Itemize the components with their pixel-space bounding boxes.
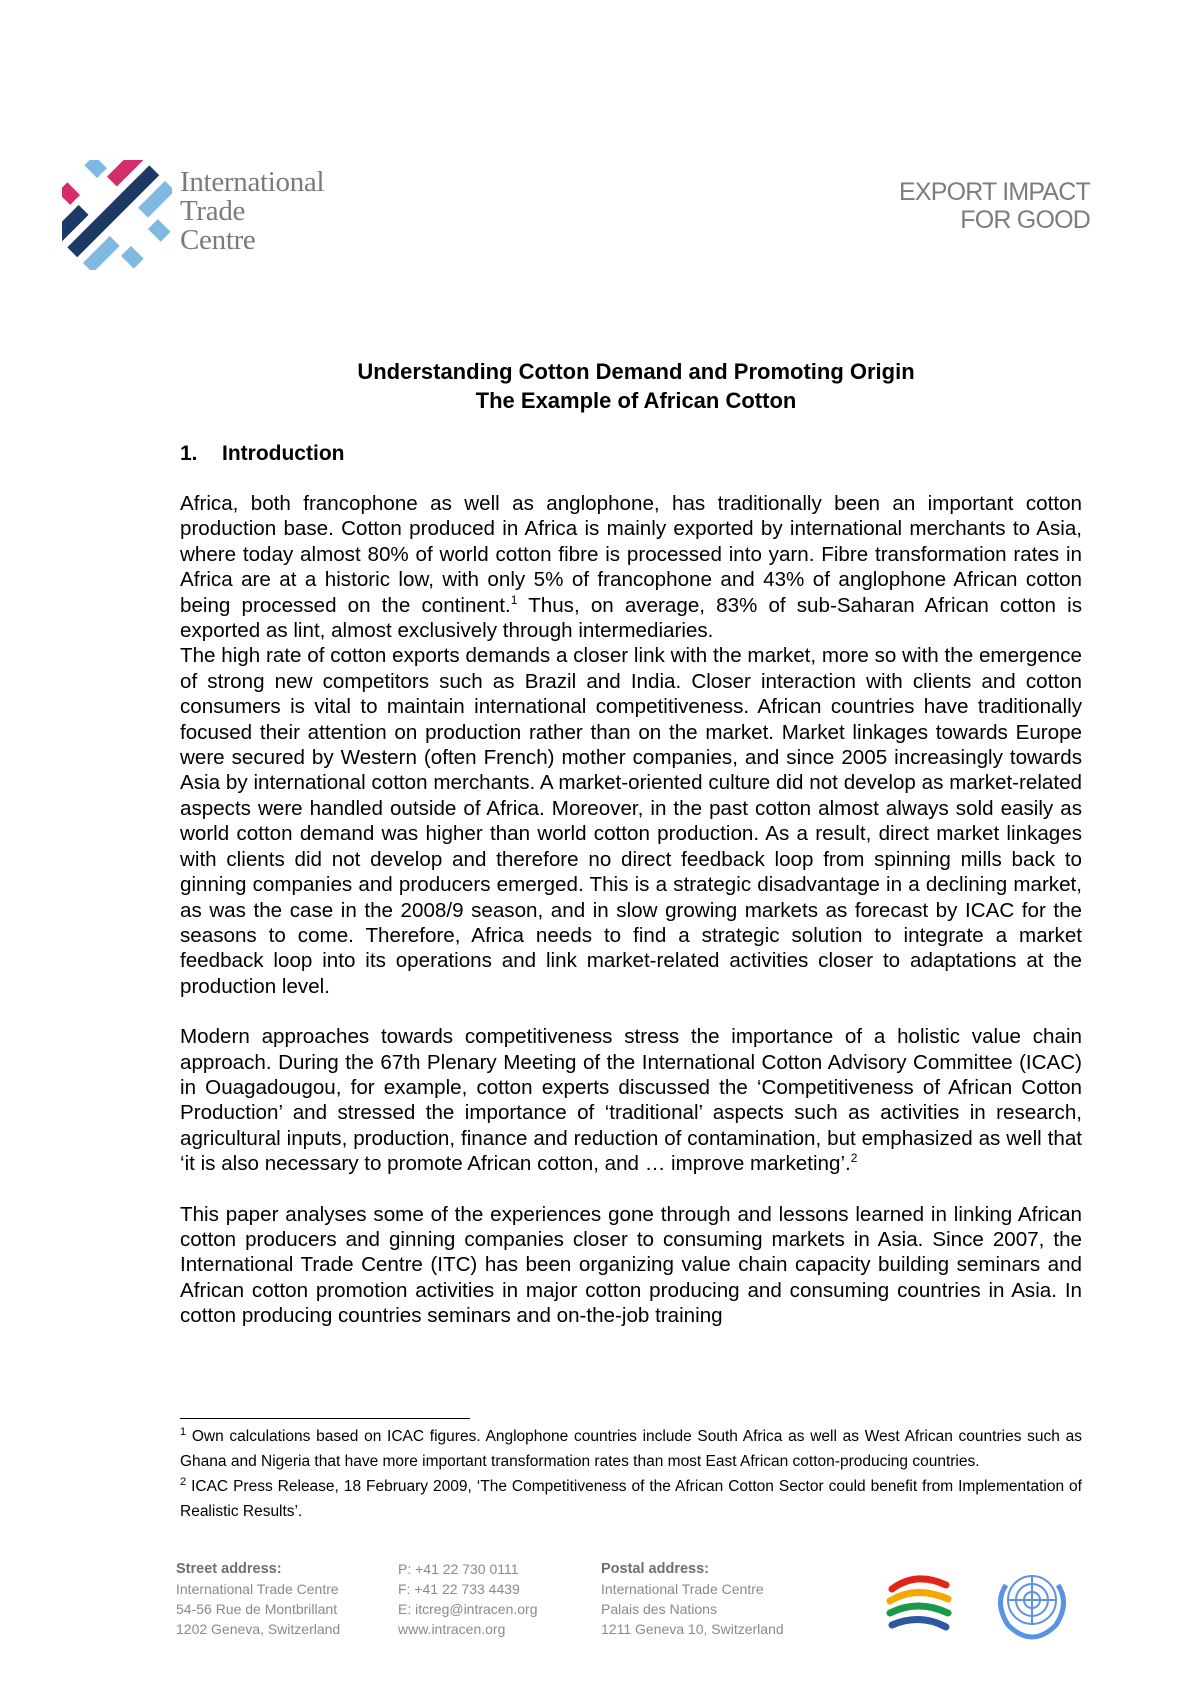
paragraph — [180, 491, 1082, 643]
street-line: 54-56 Rue de Montbrillant — [176, 1601, 338, 1617]
street-line: 1202 Geneva, Switzerland — [176, 1621, 341, 1637]
itc-logo-mark-icon — [62, 160, 172, 270]
footnote — [180, 1474, 1082, 1524]
page-footer — [176, 1559, 1096, 1649]
footnote-ref[interactable]: 1 — [510, 592, 518, 607]
website-link[interactable]: www.intracen.org — [398, 1621, 506, 1637]
email-link[interactable]: E: itcreg@intracen.org — [398, 1601, 538, 1617]
section-number: 1. — [180, 442, 198, 465]
postal-line: International Trade Centre — [601, 1581, 764, 1597]
postal-address-label: Postal address: — [601, 1561, 709, 1577]
body-text — [180, 491, 1082, 1329]
footnote-ref[interactable]: 2 — [850, 1151, 858, 1166]
contact-info — [398, 1559, 538, 1639]
logo-bar — [148, 219, 171, 242]
logo-bar — [84, 160, 107, 178]
document-title — [180, 357, 1092, 415]
fax: F: +41 22 733 4439 — [398, 1581, 520, 1597]
paragraph — [180, 1024, 1082, 1176]
org-name-line: International — [180, 166, 325, 198]
logo-bar — [62, 182, 80, 205]
section-heading — [180, 441, 344, 467]
footnote-divider — [180, 1418, 470, 1419]
footnote-text: ICAC Press Release, 18 February 2009, ‘The Competitiveness of the African Cotton Sector could benefit from Implementation of Realistic Results’. — [180, 1478, 1082, 1520]
itc-logo — [62, 160, 342, 270]
footnote-number: 2 — [180, 1475, 187, 1488]
postal-line: Palais des Nations — [601, 1601, 717, 1617]
phone: P: +41 22 730 0111 — [398, 1561, 519, 1577]
section-title: Introduction — [222, 442, 345, 465]
tagline-line: EXPORT IMPACT — [898, 178, 1090, 206]
footnote-text: Own calculations based on ICAC figures. Anglophone countries include South Africa as well as West African countries such as Ghana and Nigeria that have more important transformation rates than most East African cotton-producing countries. — [180, 1428, 1082, 1470]
org-name — [180, 168, 324, 255]
paragraph: This paper analyses some of the experiences gone through and lessons learned in linking African cotton producers and ginning companies closer to consuming markets in Asia. Since 2007, the International Trade Centre (ITC) has been organizing value chain capacity building seminars and African cotton promotion activities in major cotton producing and consuming countries in Asia. In cotton producing countries seminars and on-the-job training — [180, 1202, 1082, 1328]
paragraph-text: Thus, on average, 83% of sub-Saharan African cotton is exported as lint, almost exclusively through intermediaries. — [180, 593, 1082, 643]
paragraph: The high rate of cotton exports demands a closer link with the market, more so with the emergence of strong new competitors such as Brazil and India. Closer interaction with clients and cotton consumers is vital to maintain international competitiveness. African countries have traditionally focused their attention on production rather than on the market. Market linkages towards Europe were secured by Western (often French) mother companies, and since 2005 increasingly towards Asia by international cotton merchants. A market-oriented culture did not develop as market-related aspects were handled outside of Africa. Moreover, in the past cotton almost always sold easily as world cotton demand was higher than world cotton production. As a result, direct market linkages with clients did not develop and therefore no direct feedback loop from spinning mills back to ginning companies and producers emerged. This is a strategic disadvantage in a declining market, as was the case in the 2008/9 season, and in slow growing markets as forecast by ICAC for the seasons to come. Therefore, Africa needs to find a strategic solution to integrate a market feedback loop into its operations and link market-related activities closer to adaptations at the production level. — [180, 644, 1082, 998]
org-name-line: Centre — [180, 224, 256, 256]
postal-line: 1211 Geneva 10, Switzerland — [601, 1621, 784, 1637]
street-address-label: Street address: — [176, 1561, 282, 1577]
wto-logo-icon — [886, 1571, 952, 1635]
tagline-line: FOR GOOD — [960, 206, 1090, 234]
footnote-number: 1 — [180, 1425, 187, 1438]
org-name-line: Trade — [180, 195, 246, 227]
street-line: International Trade Centre — [176, 1581, 339, 1597]
postal-address — [601, 1559, 784, 1639]
street-address — [176, 1559, 340, 1639]
tagline — [899, 178, 1090, 234]
paragraph-text: Africa, both francophone as well as anglophone, has traditionally been an important cotton production base. Cotton produced in Africa is mainly exported by international merchants to Asia, where today almost 80% of world cotton fibre is processed into yarn. Fibre transformation rates in Africa are at a historic low, with only 5% of francophone and 43% of anglophone African cotton being processed on the continent. — [180, 492, 1082, 617]
title-line-1: Understanding Cotton Demand and Promoting Origin — [357, 359, 915, 384]
footnote — [180, 1424, 1082, 1474]
logo-bar — [121, 246, 144, 269]
paragraph-text: Modern approaches towards competitiveness stress the importance of a holistic value chain approach. During the 67th Plenary Meeting of the International Cotton Advisory Committee (ICAC) in Ouagadougou, for example, cotton experts discussed the ‘Competitiveness of African Cotton Production’ and stressed the importance of ‘traditional’ aspects such as activities in research, agricultural inputs, production, finance and reduction of contamination, but emphasized as well that ‘it is also necessary to promote African cotton, and … improve marketing’. — [180, 1025, 1082, 1176]
footnotes — [180, 1424, 1082, 1524]
title-line-2: The Example of African Cotton — [475, 388, 797, 413]
un-emblem-icon — [990, 1563, 1074, 1641]
